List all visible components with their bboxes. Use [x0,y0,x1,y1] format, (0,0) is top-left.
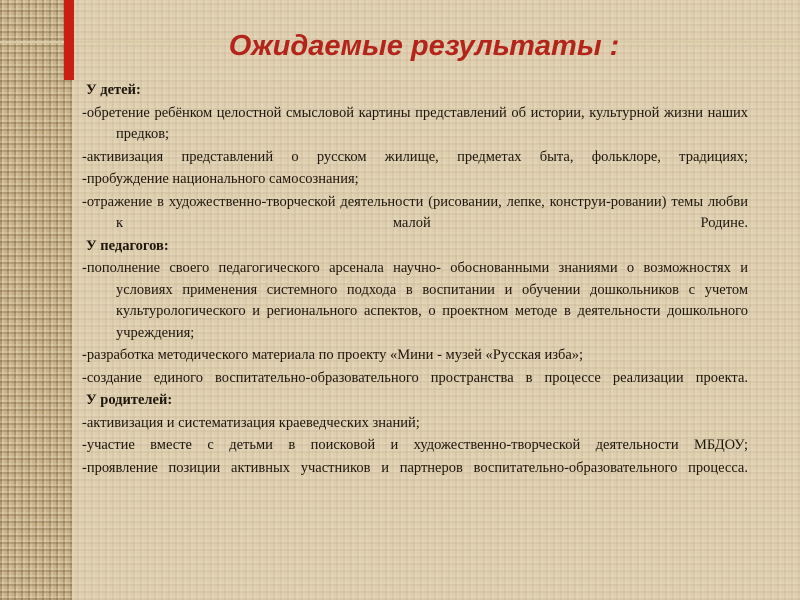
section-teachers [80,236,748,390]
section-parents [80,390,748,479]
list-item: -пробуждение национального самосознания; [82,171,359,187]
list-item: -активизация и систематизация краеведческих знаний; [82,414,420,431]
list-item: -обретение ребёнком целостной смысловой картины представлений об истории, культурной жизни наших предков; [82,104,748,142]
section-children [80,80,748,235]
section-heading: У родителей: [86,392,173,408]
list-item: -отражение в художественно-творческой деятельности (рисовании, лепке, конструи-ровании) темы любви к малой Родине. [82,193,748,231]
slide-title: Ожидаемые результаты : [228,30,620,62]
list-item: -активизация представлений о русском жилище, предметах быта, фольклоре, традициях; [82,148,748,165]
section-heading: У детей: [86,82,141,98]
section-heading: У педагогов: [86,237,169,254]
accent-bar [64,0,74,80]
list-item: -проявление позиции активных участников и партнеров воспитательно-образовательного процесса. [82,459,748,476]
slide-content [80,80,748,480]
list-item: -создание единого воспитательно-образовательного пространства в процессе реализации проекта. [82,369,748,386]
list-item: -разработка методического материала по проекту «Мини - музей «Русская изба»; [82,347,584,363]
list-item: -участие вместе с детьми в поисковой и художественно-творческой деятельности МБДОУ; [82,437,748,453]
list-item: -пополнение своего педагогического арсенала научно- обоснованными знаниями о возможностях и условиях применения системного подхода в воспитании и обучении дошкольников с учетом культурологического и регионального аспектов, о проектном методе в деятельности дошкольного учреждения; [82,260,748,341]
